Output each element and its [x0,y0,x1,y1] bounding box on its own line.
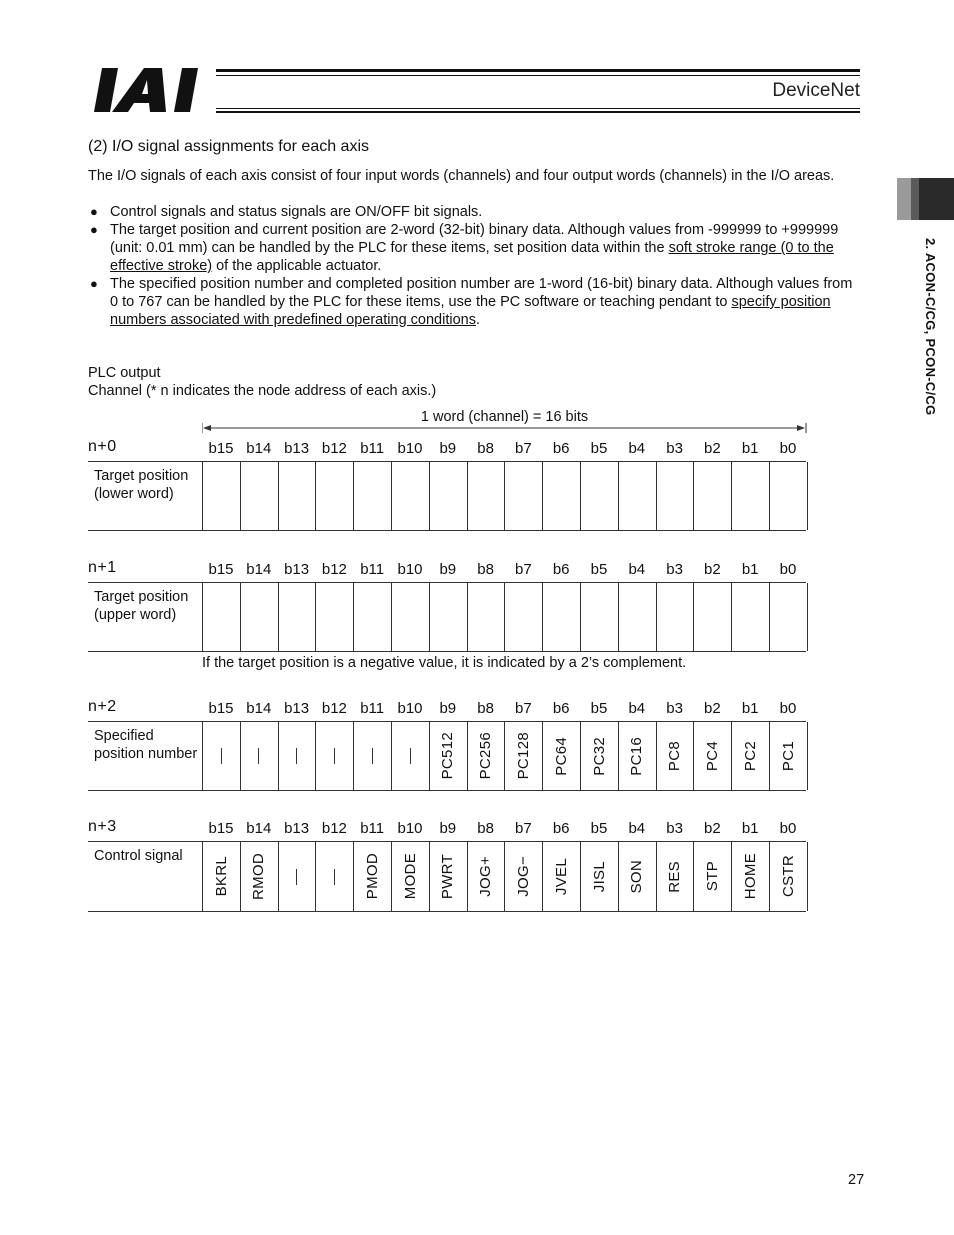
signal-name: PC2 [741,740,759,772]
bit-cell [618,462,656,530]
bit-cell [202,583,240,651]
bit-header: b6 [552,820,570,837]
bit-header: b15 [208,440,234,457]
word-span-arrow [202,423,807,433]
bit-header: b11 [360,561,385,578]
bit-header: b9 [439,440,457,457]
bit-header: b2 [704,561,721,578]
bit-header: b12 [321,561,347,578]
bit-cell [467,842,505,911]
intro-paragraph: The I/O signals of each axis consist of four input words (channels) and four output words (channels) in the I/O areas. [88,168,835,184]
bit-header: b7 [515,440,532,457]
chapter-tab [897,178,911,220]
signal-name: STP [703,861,721,892]
bit-header: b13 [284,440,310,457]
bit-cell [656,842,694,911]
bit-cell [202,842,240,911]
bit-header: b14 [246,820,272,837]
word-size-label: 1 word (channel) = 16 bits [420,409,589,425]
signal-name: JOG− [514,856,532,897]
bit-header: b12 [321,440,347,457]
bit-cell [240,583,278,651]
bit-header: b12 [321,700,347,717]
bit-cell [202,722,240,790]
unused-bit-mark [334,869,335,885]
bit-header: b3 [666,561,683,578]
signal-name: JISL [590,860,608,893]
bit-header: b14 [246,561,272,578]
bit-table [88,461,806,531]
unused-bit-mark [372,748,373,764]
signal-name: PC16 [628,736,646,776]
bit-header: b12 [321,820,347,837]
bit-header: b5 [590,700,608,717]
signal-name: PC8 [666,740,684,772]
bit-table [88,721,806,791]
bit-header: b13 [284,561,310,578]
bit-cell [315,583,353,651]
plc-output-subtitle: Channel (* n indicates the node address of each axis.) [88,383,437,399]
bit-header: b9 [439,561,457,578]
bit-cell [580,842,618,911]
page-number: 27 [848,1172,865,1188]
bit-cell [618,842,656,911]
signal-name: PMOD [363,853,381,900]
bit-header: b10 [397,820,423,837]
bit-cell [769,583,807,651]
bullet-icon: ● [90,204,98,219]
bullet-icon: ● [90,222,98,237]
signal-name: PC64 [552,736,570,776]
bit-cell [693,722,731,790]
channel-label: n+1 [88,559,117,576]
bit-header: b0 [779,700,797,717]
bit-cell [580,722,618,790]
bit-header: b11 [360,700,385,717]
bit-cell [315,462,353,530]
bit-header: b9 [439,820,457,837]
header-rule [216,108,860,109]
bit-header: b1 [741,440,759,457]
signal-name: PC512 [439,732,457,780]
bit-cell [769,462,807,530]
bullet-2: The target position and current position are 2-word (32-bit) binary data. Although values from -999999 to +999999 (unit: 0.01 mm) can be handled by the PLC for these items, set position data within the soft stroke range (0 to the effective stroke) of the applicable actuator. [110,222,839,274]
bit-header: b3 [666,440,683,457]
bit-header: b8 [477,440,494,457]
bit-cell [278,722,316,790]
bit-header: b8 [477,700,494,717]
bit-cell [504,722,542,790]
bit-header: b13 [284,820,310,837]
bit-cell [504,462,542,530]
bit-cell [580,462,618,530]
bit-cell [353,583,391,651]
bit-header: b8 [477,820,494,837]
bit-cell [240,722,278,790]
bullet-icon: ● [90,276,98,291]
iai-logo [92,66,212,114]
signal-name: PC128 [514,732,532,780]
bit-header: b8 [477,561,494,578]
row-label: Control signal [94,848,183,864]
negative-value-note: If the target position is a negative value, it is indicated by a 2’s complement. [202,655,687,671]
bit-header: b7 [515,561,532,578]
signal-name: MODE [401,853,419,900]
bit-cell [315,722,353,790]
channel-label: n+3 [88,818,117,835]
signal-name: PWRT [439,853,457,900]
bit-cell [693,842,731,911]
bit-cell [429,462,467,530]
signal-name: PC1 [779,740,797,772]
signal-name: JOG+ [477,856,495,897]
bit-cell [429,842,467,911]
bit-cell [429,722,467,790]
header-rule [216,111,860,113]
bit-header: b14 [246,700,272,717]
signal-name: RMOD [250,852,268,901]
bit-cell [731,583,769,651]
underlined-text: specify position numbers associated with predefined operating conditions [110,294,831,328]
bit-cell [278,842,316,911]
bit-cell [467,722,505,790]
bit-header: b5 [590,820,608,837]
bit-cell [504,842,542,911]
bit-header: b7 [515,820,532,837]
bit-header: b2 [704,820,721,837]
bit-cell [693,462,731,530]
unused-bit-mark [258,748,259,764]
bit-table [88,582,806,652]
bit-cell [693,583,731,651]
bit-header: b4 [628,440,646,457]
bit-header: b10 [397,700,423,717]
bit-cell [580,583,618,651]
bit-header: b1 [741,700,759,717]
bit-header: b0 [779,820,797,837]
bit-header: b2 [704,440,721,457]
bit-cell [769,842,807,911]
header-rule [216,75,860,76]
bit-header: b11 [360,820,385,837]
bit-cell [315,842,353,911]
bit-cell [353,722,391,790]
bit-cell [504,583,542,651]
bit-cell [731,842,769,911]
bit-header: b3 [666,820,683,837]
bit-header: b4 [628,561,646,578]
section-title: (2) I/O signal assignments for each axis [88,138,370,155]
bit-header: b6 [552,440,570,457]
signal-name: BKRL [212,856,230,897]
bit-header: b3 [666,700,683,717]
bit-header: b11 [360,440,385,457]
bit-cell [731,462,769,530]
bit-cell [391,583,429,651]
bit-cell [542,462,580,530]
bit-header: b7 [515,700,532,717]
bit-cell [467,462,505,530]
bit-cell [202,462,240,530]
chapter-tab [911,178,919,220]
bullet-1: Control signals and status signals are ON/OFF bit signals. [110,204,483,220]
plc-output-title: PLC output [88,365,161,381]
bit-header: b5 [590,440,608,457]
bit-cell [429,583,467,651]
bit-cell [278,462,316,530]
bit-cell [731,722,769,790]
bit-header: b2 [704,700,721,717]
bit-header: b0 [779,561,797,578]
bit-cell [391,842,429,911]
channel-label: n+0 [88,438,117,455]
bit-cell [542,722,580,790]
underlined-text: soft stroke range (0 to the effective stroke) [110,240,834,274]
bit-header: b15 [208,561,234,578]
signal-name: SON [628,859,646,894]
bit-cell [391,462,429,530]
bit-header: b5 [590,561,608,578]
signal-name: CSTR [779,855,797,898]
bit-cell [278,583,316,651]
bit-header: b13 [284,700,310,717]
bit-header: b9 [439,700,457,717]
bit-header: b1 [741,820,759,837]
bit-header: b4 [628,700,646,717]
bit-header: b1 [741,561,759,578]
bit-header: b10 [397,561,423,578]
signal-name: PC4 [703,740,721,772]
bit-cell [656,722,694,790]
unused-bit-mark [221,748,222,764]
bit-cell [618,583,656,651]
header-rule [216,69,860,72]
unused-bit-mark [296,869,297,885]
bit-cell [240,842,278,911]
bit-cell [542,583,580,651]
bit-cell [467,583,505,651]
signal-name: PC256 [477,732,495,780]
row-label: Specified position number [94,728,198,762]
signal-name: RES [666,860,684,893]
bit-cell [618,722,656,790]
unused-bit-mark [334,748,335,764]
chapter-tab [919,178,954,220]
channel-label: n+2 [88,698,117,715]
bit-cell [391,722,429,790]
bit-cell [353,842,391,911]
row-label: Target position (upper word) [94,589,189,623]
bit-header: b15 [208,820,234,837]
bit-table [88,841,806,912]
bit-header: b14 [246,440,272,457]
bit-cell [656,462,694,530]
bit-header: b15 [208,700,234,717]
signal-name: PC32 [590,736,608,776]
bit-cell [769,722,807,790]
signal-name: JVEL [552,857,570,896]
chapter-label: 2. ACON-C/CG, PCON-C/CG [923,238,938,416]
unused-bit-mark [410,748,411,764]
bit-header: b10 [397,440,423,457]
bit-cell [656,583,694,651]
bit-header: b4 [628,820,646,837]
bullet-3: The specified position number and completed position number are 1-word (16-bit) binary data. Although values from 0 to 767 can be handled by the PLC for these items, use the PC software or teaching pendant to specify position numbers associated with predefined operating conditions. [110,276,853,328]
unused-bit-mark [296,748,297,764]
product-name: DeviceNet [772,80,860,101]
bit-cell [353,462,391,530]
bit-header: b6 [552,561,570,578]
signal-name: HOME [741,853,759,900]
bit-cell [542,842,580,911]
bit-cell [240,462,278,530]
bit-header: b6 [552,700,570,717]
row-label: Target position (lower word) [94,468,189,502]
bit-header: b0 [779,440,797,457]
